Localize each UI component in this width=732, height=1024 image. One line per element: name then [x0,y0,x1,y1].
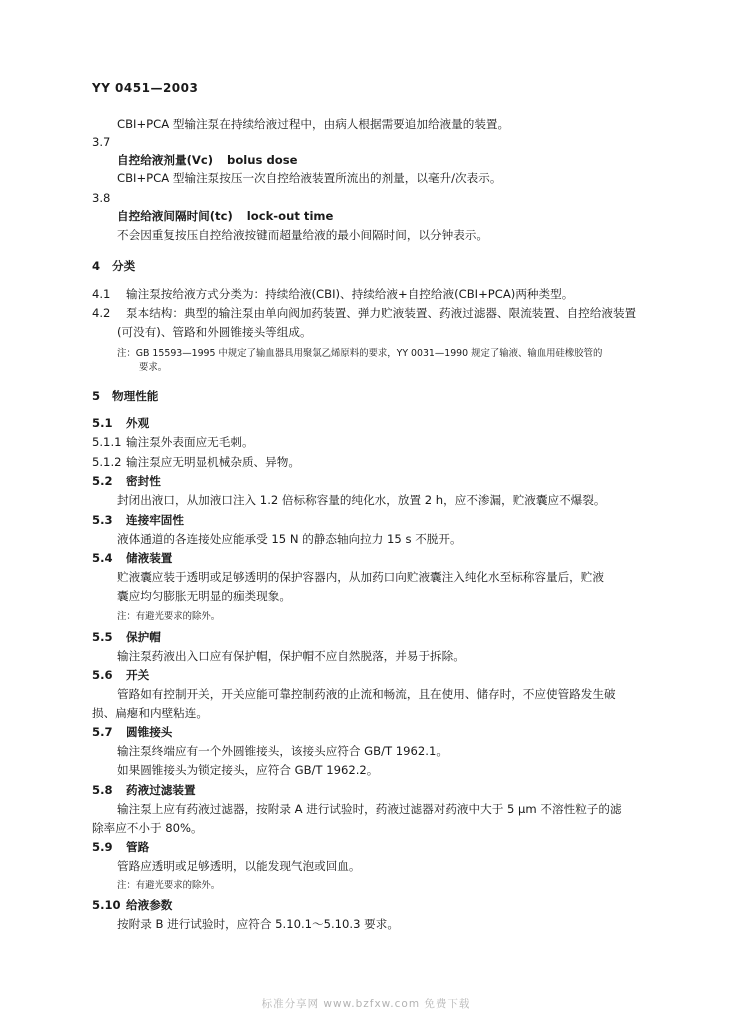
clause-text: 输注泵上应有药液过滤器，按附录 A 进行试验时，药液过滤器对药液中大于 5 μm 不溶性粒子的滤 [117,802,622,816]
subsection-heading [92,725,172,739]
clause-number: 5.8 [92,783,113,797]
clause-number: 5.1.1 [92,435,122,449]
subsection-heading [92,630,161,644]
clause-text-continued: 囊应均匀膨胀无明显的痂类现象。 [117,589,291,603]
subsection-heading [92,513,184,527]
subsection-heading [92,416,149,430]
subsection-title: 外观 [126,416,150,430]
clause-number: 4.1 [92,287,111,301]
watermark-footer: 标准分享网 www.bzfxw.com 免费下载 [261,998,471,1010]
term-chinese: 自控给液剂量(Vc) [117,153,214,167]
clause-number: 5.7 [92,725,113,739]
section-number: 4 [92,259,101,273]
definition-text: 不会因重复按压自控给液按键而超量给液的最小间隔时间，以分钟表示。 [117,228,489,242]
subsection-title: 管路 [126,840,150,854]
subsection-title: 连接牢固性 [126,513,184,527]
clause-number: 3.8 [92,191,111,205]
definition-text: CBI+PCA 型输注泵在持续给液过程中，由病人根据需要追加给液量的装置。 [117,117,510,131]
section-number: 5 [92,389,101,403]
subsection-title: 给液参数 [126,898,173,912]
note-text: 注：有避光要求的除外。 [117,880,221,891]
clause-text: 液体通道的各连接处应能承受 15 N 的静态轴向拉力 15 s 不脱开。 [117,532,462,546]
subsection-heading [92,898,172,912]
section-heading [92,389,158,403]
clause-text: 输注泵药液出入口应有保护帽，保护帽不应自然脱落，并易于拆除。 [117,649,465,663]
clause-number: 5.1 [92,416,113,430]
clause-text: 如果圆锥接头为锁定接头，应符合 GB/T 1962.2。 [117,763,379,777]
subsection-title: 圆锥接头 [126,725,173,739]
clause-number: 3.7 [92,135,111,149]
clause-number: 5.2 [92,474,113,488]
term-heading [117,153,297,167]
clause-text: 按附录 B 进行试验时，应符合 5.10.1～5.10.3 要求。 [117,917,399,931]
section-title: 分类 [112,259,136,273]
clause-line [92,435,254,449]
clause-number: 5.9 [92,840,113,854]
term-heading [117,209,333,223]
clause-number: 5.6 [92,668,113,682]
clause-text: 贮液囊应装于透明或足够透明的保护容器内，从加药口向贮液囊注入纯化水至标称容量后，贮液 [117,570,604,584]
clause-text: 管路如有控制开关，开关应能可靠控制药液的止流和畅流，且在使用、储存时，不应使管路发生破 [117,687,616,701]
clause-number: 4.2 [92,306,111,320]
term-english: bolus dose [227,153,298,167]
clause-line [92,287,573,301]
note-text-continued: 要求。 [139,362,168,373]
clause-number: 5.4 [92,551,113,565]
clause-text: 输注泵终端应有一个外圆锥接头，该接头应符合 GB/T 1962.1。 [117,744,448,758]
clause-text: 输注泵外表面应无毛刺。 [126,435,254,449]
subsection-heading [92,668,149,682]
clause-line [92,306,636,320]
clause-number: 5.1.2 [92,455,122,469]
definition-text: CBI+PCA 型输注泵按压一次自控给液装置所流出的剂量，以毫升/次表示。 [117,171,502,185]
term-chinese: 自控给液间隔时间(tc) [117,209,233,223]
subsection-heading [92,474,161,488]
clause-text-continued: 损、扁瘪和内壁粘连。 [92,706,208,720]
clause-text: 封闭出液口，从加液口注入 1.2 倍标称容量的纯化水，放置 2 h，应不渗漏，贮液囊应不爆裂。 [117,493,606,507]
subsection-heading [92,840,149,854]
clause-text-continued: (可没有)、管路和外圆锥接头等组成。 [117,325,312,339]
subsection-heading [92,783,196,797]
clause-text: 输注泵按给液方式分类为：持续给液(CBI)、持续给液+自控给液(CBI+PCA)两种类型。 [126,287,574,301]
subsection-title: 密封性 [126,474,161,488]
term-english: lock-out time [246,209,334,223]
subsection-heading [92,551,172,565]
note-text: 注：GB 15593—1995 中规定了输血器具用聚氯乙烯原料的要求，YY 0031—1990 规定了输液、输血用硅橡胶管的 [117,348,603,359]
note-text: 注：有避光要求的除外。 [117,611,221,622]
subsection-title: 保护帽 [126,630,161,644]
clause-text-continued: 除率应不小于 80%。 [92,821,203,835]
section-heading [92,259,135,273]
clause-number: 5.10 [92,898,121,912]
clause-text: 管路应透明或足够透明，以能发现气泡或回血。 [117,859,361,873]
subsection-title: 开关 [126,668,150,682]
clause-number: 5.3 [92,513,113,527]
subsection-title: 药液过滤装置 [126,783,196,797]
clause-text: 泵本结构：典型的输注泵由单向阀加药装置、弹力贮液装置、药液过滤器、限流装置、自控给液装置 [126,306,637,320]
standard-code-header: YY 0451—2003 [92,81,199,95]
clause-text: 输注泵应无明显机械杂质、异物。 [126,455,300,469]
subsection-title: 储液装置 [126,551,173,565]
clause-number: 5.5 [92,630,113,644]
clause-line [92,455,300,469]
section-title: 物理性能 [112,389,159,403]
